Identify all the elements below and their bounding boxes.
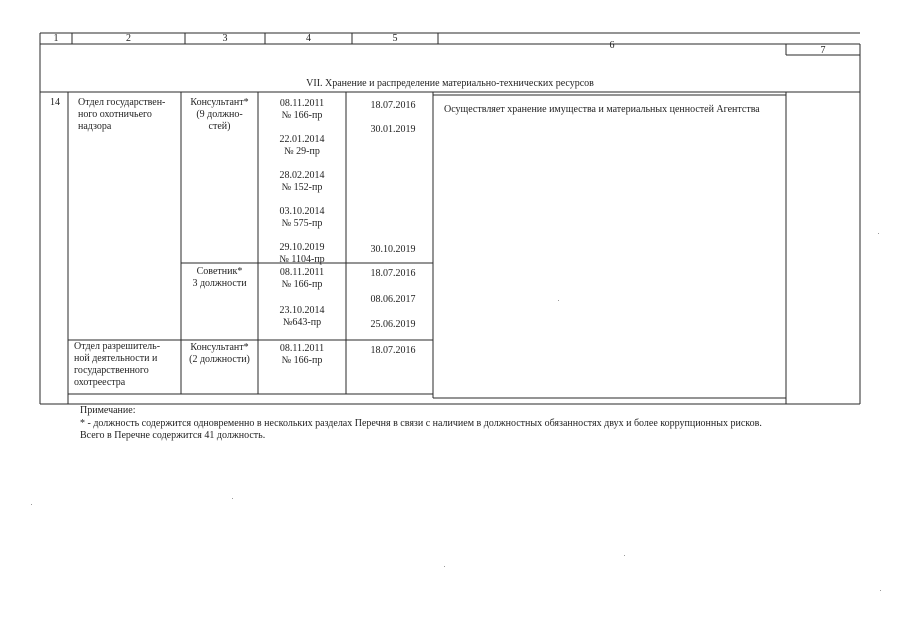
notes-block [80, 405, 762, 443]
column-number: 4 [306, 33, 311, 44]
section-title: VII. Хранение и распределение материально-технических ресурсов [306, 78, 594, 89]
order-reference: 29.10.2019 № 1104-пр [279, 242, 325, 265]
scan-speck [878, 233, 879, 234]
unit-name: Отдел разрешитель- ной деятельности и государственного охотреестра [74, 341, 161, 388]
note-line: * - должность содержится одновременно в нескольких разделах Перечня в связи с наличием в должностных обязанностях двух и более коррупционных рисков. [80, 417, 762, 429]
scan-speck [624, 555, 625, 556]
scan-speck [31, 504, 32, 505]
order-reference: 28.02.2014 № 152-пр [279, 170, 325, 193]
row-number: 14 [50, 97, 60, 108]
order-reference: 23.10.2014 №643-пр [279, 305, 325, 328]
note-line: Всего в Перечне содержится 41 должность. [80, 430, 266, 441]
scan-speck [444, 566, 445, 567]
date-value: 30.01.2019 [370, 124, 416, 135]
unit-name: Отдел государствен- ного охотничьего надзора [78, 97, 166, 132]
order-reference: 08.11.2011 № 166-пр [279, 98, 325, 121]
column-number: 5 [392, 33, 398, 44]
column-number: 3 [222, 33, 228, 44]
date-value: 18.07.2016 [370, 100, 416, 111]
scan-speck [232, 498, 233, 499]
scan-speck [880, 590, 881, 591]
column-number: 7 [820, 45, 826, 56]
column-number: 6 [609, 40, 615, 51]
position-title: Консультант* (2 должности) [189, 342, 250, 365]
date-value: 25.06.2019 [370, 319, 416, 330]
scan-speck [558, 300, 559, 301]
column-number: 2 [126, 33, 131, 44]
position-title: Советник* 3 должности [192, 266, 247, 289]
order-reference: 08.11.2011 № 166-пр [279, 267, 325, 290]
column-number: 1 [53, 33, 59, 44]
position-title: Консультант* (9 должно- стей) [190, 97, 249, 132]
order-reference: 08.11.2011 № 166-пр [279, 343, 325, 366]
order-reference: 22.01.2014 № 29-пр [279, 134, 325, 157]
date-value: 08.06.2017 [370, 294, 416, 305]
date-value: 30.10.2019 [370, 244, 416, 255]
notes-heading: Примечание: [80, 405, 136, 416]
date-value: 18.07.2016 [370, 268, 416, 279]
order-reference: 03.10.2014 № 575-пр [279, 206, 325, 229]
date-value: 18.07.2016 [370, 345, 416, 356]
function-description: Осуществляет хранение имущества и материальных ценностей Агентства [444, 104, 760, 115]
